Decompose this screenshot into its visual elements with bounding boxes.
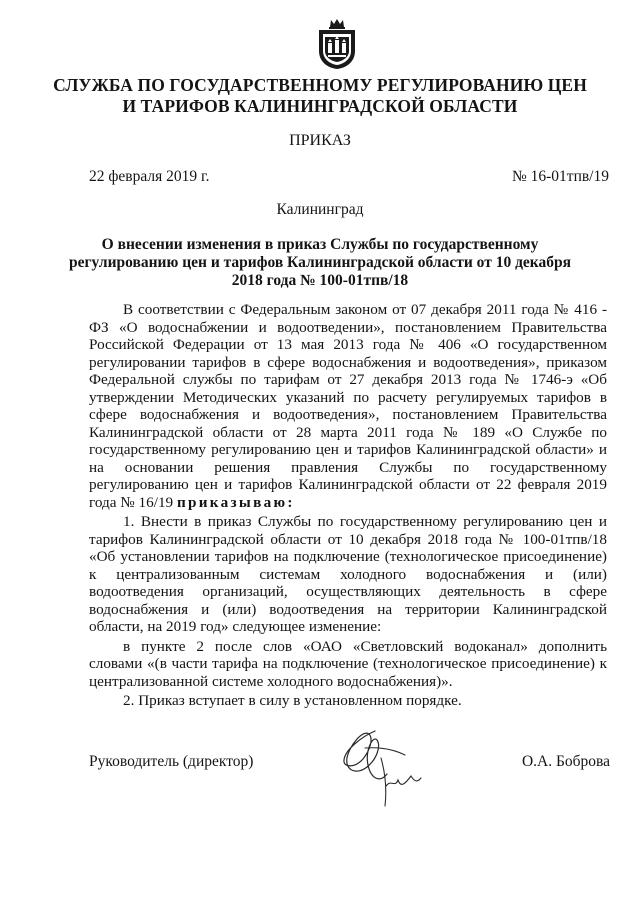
- signature-icon: [335, 728, 425, 810]
- preamble-text: В соответствии с Федеральным законом от 07 декабря 2011 года № 416 - ФЗ «О водоснабжении и водоотведении», постановлением Правительства Российской Федерации от 13 мая 2013 года № 406 «О государственном регулировании тарифов в сфере водоснабжения и водоотведения», приказом Федеральной службы по тарифам от 27 декабря 2013 года № 1746-э «Об утверждении Методических указаний по расчету регулируемых тарифов в сфере водоснабжения и водоотведения», постановлением Правительства Калининградской области от 28 марта 2011 года № 189 «О Службе по государственному регулированию цен и тарифов Калининградской области» и на основании решения правления Службы по государственному регулированию цен и тарифов Калининградской области от 22 февраля 2019 года № 16/19: [89, 301, 607, 511]
- document-type: ПРИКАЗ: [289, 132, 351, 149]
- subject-line1: О внесении изменения в приказ Службы по государственному: [101, 236, 539, 253]
- document-number: № 16-01тпв/19: [511, 168, 609, 185]
- city: Калининград: [276, 201, 364, 218]
- preamble-paragraph: [89, 301, 607, 511]
- item-2: 2. Приказ вступает в силу в установленном порядке.: [123, 692, 462, 709]
- signatory-position: Руководитель (директор): [89, 753, 254, 770]
- signatory-name: О.А. Боброва: [521, 753, 610, 770]
- agency-name-line1: СЛУЖБА ПО ГОСУДАРСТВЕННОМУ РЕГУЛИРОВАНИЮ ЦЕН: [53, 75, 587, 95]
- item-1-subparagraph: в пункте 2 после слов «ОАО «Светловский водоканал» дополнить словами «(в части тарифа на подключение (технологическое присоединение) к централизованной системе холодного водоснабжения)».: [89, 637, 607, 690]
- body-text: [89, 301, 607, 710]
- coat-of-arms-icon: [316, 18, 358, 70]
- subject-line2: регулированию цен и тарифов Калининградской области от 10 декабря: [68, 254, 572, 271]
- item-1: 1. Внести в приказ Службы по государственному регулированию цен и тарифов Калининградской области от 10 декабря 2018 года № 100-01тпв/18 «Об установлении тарифов на подключение (технологическое присоединение) к централизованным системам холодного водоснабжения и (или) водоотведения организаций, осуществляющих деятельность в сфере водоснабжения и (или) водоотведения на территории Калининградской области, на 2019 год» следующее изменение:: [89, 513, 607, 635]
- agency-name-line2: И ТАРИФОВ КАЛИНИНГРАДСКОЙ ОБЛАСТИ: [122, 96, 518, 116]
- document-date: 22 февраля 2019 г.: [89, 168, 210, 185]
- subject-line3: 2018 года № 100-01тпв/18: [231, 272, 409, 289]
- preamble-emphasis: приказываю:: [176, 493, 295, 511]
